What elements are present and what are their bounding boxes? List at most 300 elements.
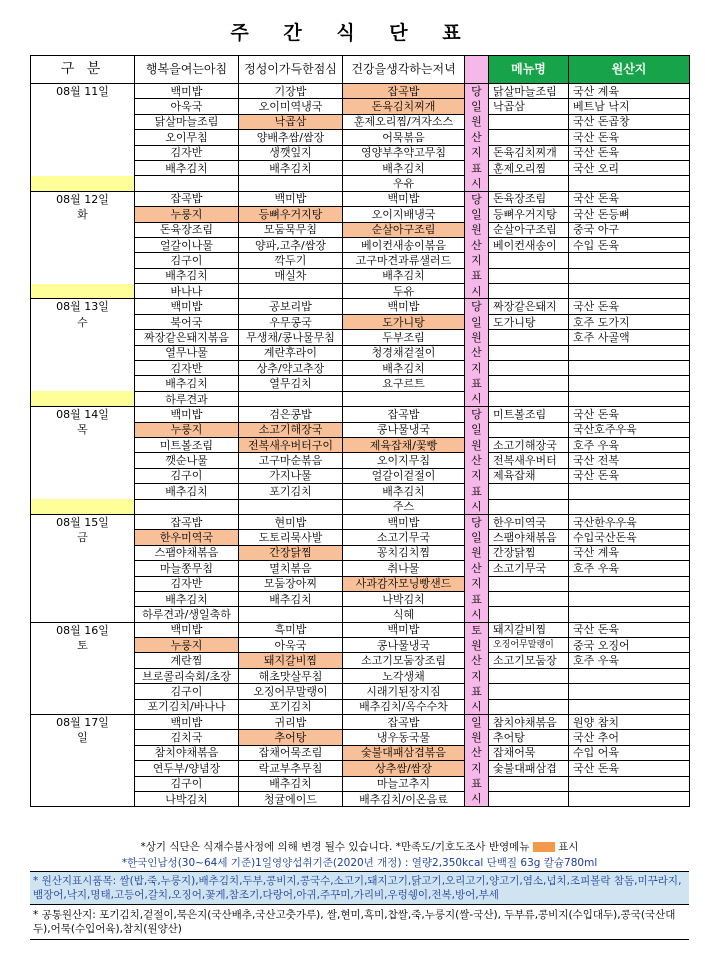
notes	[30, 840, 689, 940]
lunch-item: 배추김치	[239, 776, 343, 791]
origin-label-char: 표	[465, 376, 489, 391]
breakfast-item: 배추김치	[135, 591, 239, 606]
menu-row	[31, 591, 690, 606]
lunch-item: 멸치볶음	[239, 561, 343, 576]
gubun-cell	[31, 160, 135, 175]
gubun-cell	[31, 114, 135, 129]
origin-label-char: 당	[465, 84, 489, 99]
date-cell: 08월 15일	[31, 514, 135, 529]
dinner-item: 영양부추약고무침	[343, 145, 465, 160]
origin-label-char: 원	[465, 545, 489, 560]
origin-menu-name	[489, 284, 569, 299]
dinner-item: 베이컨새송이볶음	[343, 237, 465, 252]
dinner-item: 얼갈이겉절이	[343, 468, 465, 483]
menu-row	[31, 407, 690, 422]
origin-menu-name	[489, 114, 569, 129]
menu-row	[31, 499, 690, 514]
header-gubun: 구 분	[31, 56, 135, 84]
lunch-item: 귀리밥	[239, 715, 343, 730]
menu-row	[31, 776, 690, 791]
origin-menu-name	[489, 668, 569, 683]
origin-label-char: 지	[465, 145, 489, 160]
origin-label-char: 산	[465, 561, 489, 576]
breakfast-item: 누룽지	[135, 422, 239, 437]
breakfast-item: 깻순나물	[135, 453, 239, 468]
origin-menu-name	[489, 591, 569, 606]
origin-country	[569, 684, 690, 699]
origin-menu-name: 제육잡채	[489, 468, 569, 483]
breakfast-item: 하루견과/생일축하	[135, 607, 239, 622]
origin-label-char: 원	[465, 330, 489, 345]
breakfast-item: 배추김치	[135, 376, 239, 391]
menu-row	[31, 361, 690, 376]
lunch-item: 돼지갈비찜	[239, 653, 343, 668]
lunch-item	[239, 607, 343, 622]
origin-label-char: 당	[465, 407, 489, 422]
menu-row	[31, 576, 690, 591]
breakfast-item: 오이무침	[135, 130, 239, 145]
header-menu-name: 메뉴명	[489, 56, 569, 84]
origin-menu-name: 오징어무말랭이	[489, 638, 569, 653]
origin-menu-name: 간장닭찜	[489, 545, 569, 560]
dinner-item: 소고기모둠장조림	[343, 653, 465, 668]
menu-row	[31, 268, 690, 283]
origin-label-char: 표	[465, 484, 489, 499]
gubun-cell	[31, 253, 135, 268]
origin-label-char: 표	[465, 591, 489, 606]
origin-label-char: 토	[465, 622, 489, 637]
dinner-item: 두부조림	[343, 330, 465, 345]
breakfast-item: 잡곡밥	[135, 514, 239, 529]
origin-country: 원양 참치	[569, 715, 690, 730]
dinner-item: 백미밥	[343, 622, 465, 637]
lunch-item: 락교부추무침	[239, 761, 343, 776]
breakfast-item: 김자반	[135, 361, 239, 376]
weekday-cell: 토	[31, 638, 135, 653]
origin-label-char: 시	[465, 176, 489, 191]
gubun-cell	[31, 361, 135, 376]
menu-row	[31, 468, 690, 483]
weekday-cell: 목	[31, 422, 135, 437]
origin-country	[569, 576, 690, 591]
gubun-cell	[31, 345, 135, 360]
origin-menu-name: 순살아구조림	[489, 222, 569, 237]
origin-label-char: 원	[465, 638, 489, 653]
origin-country: 국산 돈육	[569, 622, 690, 637]
gubun-cell	[31, 222, 135, 237]
lunch-item: 무생채/콩나물무침	[239, 330, 343, 345]
dinner-item: 콩나물냉국	[343, 422, 465, 437]
origin-country	[569, 176, 690, 191]
lunch-item: 깍두기	[239, 253, 343, 268]
menu-row	[31, 545, 690, 560]
origin-menu-name: 닭살마늘조림	[489, 84, 569, 99]
dinner-item: 돈육김치찌개	[343, 99, 465, 114]
header-side-pink	[465, 56, 489, 84]
weekday-cell: 금	[31, 530, 135, 545]
lunch-item: 공보리밥	[239, 299, 343, 314]
dinner-item: 요구르트	[343, 376, 465, 391]
origin-label-char: 시	[465, 607, 489, 622]
date-cell: 08월 17일	[31, 715, 135, 730]
dinner-item: 잡곡밥	[343, 84, 465, 99]
origin-country	[569, 668, 690, 683]
lunch-item: 간장닭찜	[239, 545, 343, 560]
origin-menu-name: 도가니탕	[489, 314, 569, 329]
menu-row	[31, 222, 690, 237]
origin-label-char: 원	[465, 730, 489, 745]
menu-row	[31, 376, 690, 391]
origin-label-char: 산	[465, 745, 489, 760]
menu-row	[31, 160, 690, 175]
origin-country: 국산 돈육	[569, 130, 690, 145]
breakfast-item: 포기김치/바나나	[135, 699, 239, 714]
breakfast-item	[135, 499, 239, 514]
origin-country: 호주 우육	[569, 437, 690, 452]
weekday-cell: 일	[31, 730, 135, 745]
note-common-origin: * 공통원산지: 포기김치,겉절이,묵은지(국산배추,국산고춧가루), 쌀,현미,흑미,찹쌀,죽,누룽지(쌀-국산), 두부류,콩비지(수입대두),콩국(국산대두),어묵(수입어육),참치(원양산)	[30, 905, 689, 940]
lunch-item: 계란후라이	[239, 345, 343, 360]
origin-country: 국산 전복	[569, 453, 690, 468]
lunch-item: 오징어무말랭이	[239, 684, 343, 699]
weekday-cell	[31, 99, 135, 114]
menu-row	[31, 345, 690, 360]
breakfast-item: 마늘쫑무침	[135, 561, 239, 576]
gubun-cell	[31, 484, 135, 499]
origin-menu-name	[489, 699, 569, 714]
menu-row	[31, 237, 690, 252]
menu-row	[31, 114, 690, 129]
lunch-item: 아욱국	[239, 638, 343, 653]
origin-country: 호주 우육	[569, 561, 690, 576]
origin-label-char: 원	[465, 114, 489, 129]
dinner-item: 잡곡밥	[343, 715, 465, 730]
dinner-item: 배추김치	[343, 484, 465, 499]
origin-menu-name	[489, 607, 569, 622]
breakfast-item: 배추김치	[135, 160, 239, 175]
origin-menu-name	[489, 330, 569, 345]
origin-country: 중국 오징어	[569, 638, 690, 653]
gubun-cell	[31, 699, 135, 714]
origin-country: 국산 돈등뼈	[569, 207, 690, 222]
lunch-item: 고구마순볶음	[239, 453, 343, 468]
origin-menu-name	[489, 791, 569, 806]
dinner-item: 도가니탕	[343, 314, 465, 329]
dinner-item: 오이지배냉국	[343, 207, 465, 222]
origin-country	[569, 268, 690, 283]
origin-label-char: 지	[465, 761, 489, 776]
gubun-cell	[31, 268, 135, 283]
gubun-cell	[31, 376, 135, 391]
origin-label-char: 원	[465, 437, 489, 452]
origin-menu-name: 미트볼조림	[489, 407, 569, 422]
dinner-item: 청경채겉절이	[343, 345, 465, 360]
dinner-item: 우유	[343, 176, 465, 191]
menu-row	[31, 638, 690, 653]
lunch-item	[239, 176, 343, 191]
dinner-item: 시래기된장지짐	[343, 684, 465, 699]
breakfast-item: 백미밥	[135, 407, 239, 422]
origin-label-char: 지	[465, 468, 489, 483]
note-origin-items: * 원산지표시품목: 쌀(밥,죽,누룽지),배추김치,두부,콩비지,콩국수,소고기,돼지고기,닭고기,오리고기,양고기,염소,넙치,조피볼락 참돔,미꾸라지,뱀장어,낙지,명태,고등어,갈치,오징어,꽃게,참조기,다랑어,아귀,주꾸미,가리비,우렁쉥이,전복,방어,부세	[30, 871, 689, 905]
origin-country: 국산 오리	[569, 160, 690, 175]
menu-row	[31, 453, 690, 468]
origin-menu-name	[489, 776, 569, 791]
menu-row	[31, 145, 690, 160]
origin-label-char: 당	[465, 514, 489, 529]
breakfast-item: 김구이	[135, 776, 239, 791]
origin-country	[569, 361, 690, 376]
lunch-item	[239, 499, 343, 514]
menu-row	[31, 299, 690, 314]
gubun-cell	[31, 499, 135, 514]
gubun-cell	[31, 284, 135, 299]
origin-label-char: 산	[465, 345, 489, 360]
gubun-cell	[31, 468, 135, 483]
origin-menu-name: 추어탕	[489, 730, 569, 745]
menu-row	[31, 191, 690, 206]
page-title: 주 간 식 단 표	[230, 22, 475, 44]
dinner-item: 꽁치김치찜	[343, 545, 465, 560]
origin-menu-name	[489, 376, 569, 391]
origin-country: 국산 돈육	[569, 191, 690, 206]
lunch-item: 상추/약고추장	[239, 361, 343, 376]
gubun-cell	[31, 130, 135, 145]
breakfast-item: 배추김치	[135, 268, 239, 283]
gubun-cell	[31, 791, 135, 806]
gubun-cell	[31, 330, 135, 345]
origin-menu-name	[489, 499, 569, 514]
breakfast-item: 김구이	[135, 253, 239, 268]
lunch-item: 등뼈우거지탕	[239, 207, 343, 222]
gubun-cell	[31, 576, 135, 591]
lunch-item: 추어탕	[239, 730, 343, 745]
lunch-item: 양파,고추/쌈장	[239, 237, 343, 252]
origin-country: 수입 어육	[569, 745, 690, 760]
origin-country	[569, 591, 690, 606]
breakfast-item: 아욱국	[135, 99, 239, 114]
origin-country: 국산 추어	[569, 730, 690, 745]
origin-country: 국산 돈육	[569, 761, 690, 776]
menu-row	[31, 653, 690, 668]
origin-label-char: 지	[465, 253, 489, 268]
gubun-cell	[31, 545, 135, 560]
gubun-cell	[31, 668, 135, 683]
origin-menu-name: 참치야채볶음	[489, 715, 569, 730]
gubun-cell	[31, 237, 135, 252]
menu-row	[31, 130, 690, 145]
origin-country	[569, 699, 690, 714]
lunch-item: 열무김치	[239, 376, 343, 391]
dinner-item: 식혜	[343, 607, 465, 622]
menu-row	[31, 745, 690, 760]
date-cell: 08월 14일	[31, 407, 135, 422]
origin-label-char: 산	[465, 237, 489, 252]
origin-label-char: 원	[465, 222, 489, 237]
breakfast-item: 김자반	[135, 145, 239, 160]
origin-country	[569, 484, 690, 499]
lunch-item	[239, 391, 343, 406]
origin-country: 국산 돈육	[569, 299, 690, 314]
breakfast-item: 누룽지	[135, 638, 239, 653]
menu-row	[31, 668, 690, 683]
origin-label-char: 일	[465, 99, 489, 114]
origin-menu-name: 전복새우버터	[489, 453, 569, 468]
origin-menu-name: 돈육김치찌개	[489, 145, 569, 160]
breakfast-item: 한우미역국	[135, 530, 239, 545]
origin-country: 국산 돈육	[569, 407, 690, 422]
breakfast-item: 나박김치	[135, 791, 239, 806]
origin-menu-name: 한우미역국	[489, 514, 569, 529]
dinner-item: 나박김치	[343, 591, 465, 606]
weekly-menu-table	[30, 55, 690, 807]
origin-country: 베트남 낙지	[569, 99, 690, 114]
breakfast-item: 닭살마늘조림	[135, 114, 239, 129]
breakfast-item: 김구이	[135, 468, 239, 483]
dinner-item: 숯불대패삼겹볶음	[343, 745, 465, 760]
lunch-item: 소고기해장국	[239, 422, 343, 437]
origin-country: 호주 사골액	[569, 330, 690, 345]
lunch-item: 모둠묵무침	[239, 222, 343, 237]
origin-menu-name: 스팸야채볶음	[489, 530, 569, 545]
lunch-item: 모둠장아찌	[239, 576, 343, 591]
origin-country	[569, 791, 690, 806]
breakfast-item: 계란찜	[135, 653, 239, 668]
header-breakfast: 행복을여는아침	[135, 56, 239, 84]
lunch-item: 해초맛살무침	[239, 668, 343, 683]
menu-row	[31, 622, 690, 637]
dinner-item: 백미밥	[343, 191, 465, 206]
origin-menu-name: 짜장같은돼지	[489, 299, 569, 314]
breakfast-item: 김구이	[135, 684, 239, 699]
origin-menu-name: 잡채어묵	[489, 745, 569, 760]
origin-menu-name	[489, 361, 569, 376]
dinner-item: 배추김치/옥수수차	[343, 699, 465, 714]
lunch-item: 포기김치	[239, 699, 343, 714]
menu-row	[31, 284, 690, 299]
breakfast-item: 김치국	[135, 730, 239, 745]
gubun-cell	[31, 761, 135, 776]
origin-menu-name: 베이컨새송이	[489, 237, 569, 252]
origin-country	[569, 776, 690, 791]
dinner-item: 어묵볶음	[343, 130, 465, 145]
origin-menu-name: 등뼈우거지탕	[489, 207, 569, 222]
dinner-item	[343, 391, 465, 406]
origin-country: 국산호주우육	[569, 422, 690, 437]
lunch-item: 검은콩밥	[239, 407, 343, 422]
origin-country: 중국 아구	[569, 222, 690, 237]
dinner-item: 사과감자모닝빵샌드	[343, 576, 465, 591]
note-change: *상기 식단은 식재수불사정에 의해 변경 될수 있습니다. *만족도/기호도조사 반영메뉴 표시	[140, 841, 579, 853]
gubun-cell	[31, 591, 135, 606]
menu-row	[31, 99, 690, 114]
breakfast-item: 참치야채볶음	[135, 745, 239, 760]
breakfast-item: 백미밥	[135, 715, 239, 730]
origin-menu-name	[489, 576, 569, 591]
origin-label-char: 표	[465, 776, 489, 791]
menu-row	[31, 253, 690, 268]
origin-country	[569, 284, 690, 299]
dinner-item: 취나물	[343, 561, 465, 576]
origin-menu-name: 훈제오리찜	[489, 160, 569, 175]
origin-menu-name: 소고기모둠장	[489, 653, 569, 668]
origin-country	[569, 607, 690, 622]
date-cell: 08월 16일	[31, 622, 135, 637]
origin-country: 국산 돈육	[569, 145, 690, 160]
date-cell: 08월 13일	[31, 299, 135, 314]
gubun-cell	[31, 176, 135, 191]
origin-label-char: 일	[465, 422, 489, 437]
origin-menu-name: 소고기무국	[489, 561, 569, 576]
note-nutrition: *한국인남성(30~64세 기준)1일영양섭취기준(2020년 개정) : 열량2,350kcal 단백질 63g 칼슘780ml	[121, 857, 598, 869]
menu-row	[31, 207, 690, 222]
origin-menu-name	[489, 484, 569, 499]
dinner-item: 배추김치	[343, 268, 465, 283]
lunch-item: 전복새우버터구이	[239, 437, 343, 452]
origin-label-char: 표	[465, 684, 489, 699]
breakfast-item: 백미밥	[135, 622, 239, 637]
breakfast-item: 짜장같은돼지볶음	[135, 330, 239, 345]
origin-country	[569, 499, 690, 514]
dinner-item: 잡곡밥	[343, 407, 465, 422]
lunch-item: 우무콩국	[239, 314, 343, 329]
lunch-item: 도토리묵사발	[239, 530, 343, 545]
origin-label-char: 당	[465, 191, 489, 206]
weekday-cell: 수	[31, 314, 135, 329]
origin-country	[569, 345, 690, 360]
gubun-cell	[31, 453, 135, 468]
breakfast-item: 백미밥	[135, 299, 239, 314]
header-origin: 원산지	[569, 56, 690, 84]
origin-country: 호주 우육	[569, 653, 690, 668]
dinner-item: 마늘고추지	[343, 776, 465, 791]
lunch-item: 양배추쌈/쌈장	[239, 130, 343, 145]
lunch-item: 잡채어묵조림	[239, 745, 343, 760]
gubun-cell	[31, 776, 135, 791]
menu-row	[31, 730, 690, 745]
lunch-item: 현미밥	[239, 514, 343, 529]
breakfast-item: 바나나	[135, 284, 239, 299]
menu-row	[31, 761, 690, 776]
gubun-cell	[31, 391, 135, 406]
lunch-item: 포기김치	[239, 484, 343, 499]
breakfast-item: 스팸야채볶음	[135, 545, 239, 560]
breakfast-item: 잡곡밥	[135, 191, 239, 206]
breakfast-item: 북어국	[135, 314, 239, 329]
origin-country	[569, 391, 690, 406]
breakfast-item: 누룽지	[135, 207, 239, 222]
date-cell: 08월 12일	[31, 191, 135, 206]
origin-label-char: 산	[465, 130, 489, 145]
origin-country: 국산 돈곱창	[569, 114, 690, 129]
dinner-item: 배추김치	[343, 160, 465, 175]
dinner-item: 훈제오리찜/겨자소스	[343, 114, 465, 129]
gubun-cell	[31, 607, 135, 622]
menu-row	[31, 314, 690, 329]
dinner-item: 순살아구조림	[343, 222, 465, 237]
gubun-cell	[31, 684, 135, 699]
breakfast-item: 돈육장조림	[135, 222, 239, 237]
lunch-item: 낙곱삼	[239, 114, 343, 129]
menu-row	[31, 514, 690, 529]
origin-label-char: 산	[465, 453, 489, 468]
origin-label-char: 표	[465, 268, 489, 283]
dinner-item: 고구마견과류샐러드	[343, 253, 465, 268]
origin-menu-name: 돈육장조림	[489, 191, 569, 206]
origin-country	[569, 376, 690, 391]
origin-menu-name	[489, 130, 569, 145]
origin-label-char: 시	[465, 284, 489, 299]
